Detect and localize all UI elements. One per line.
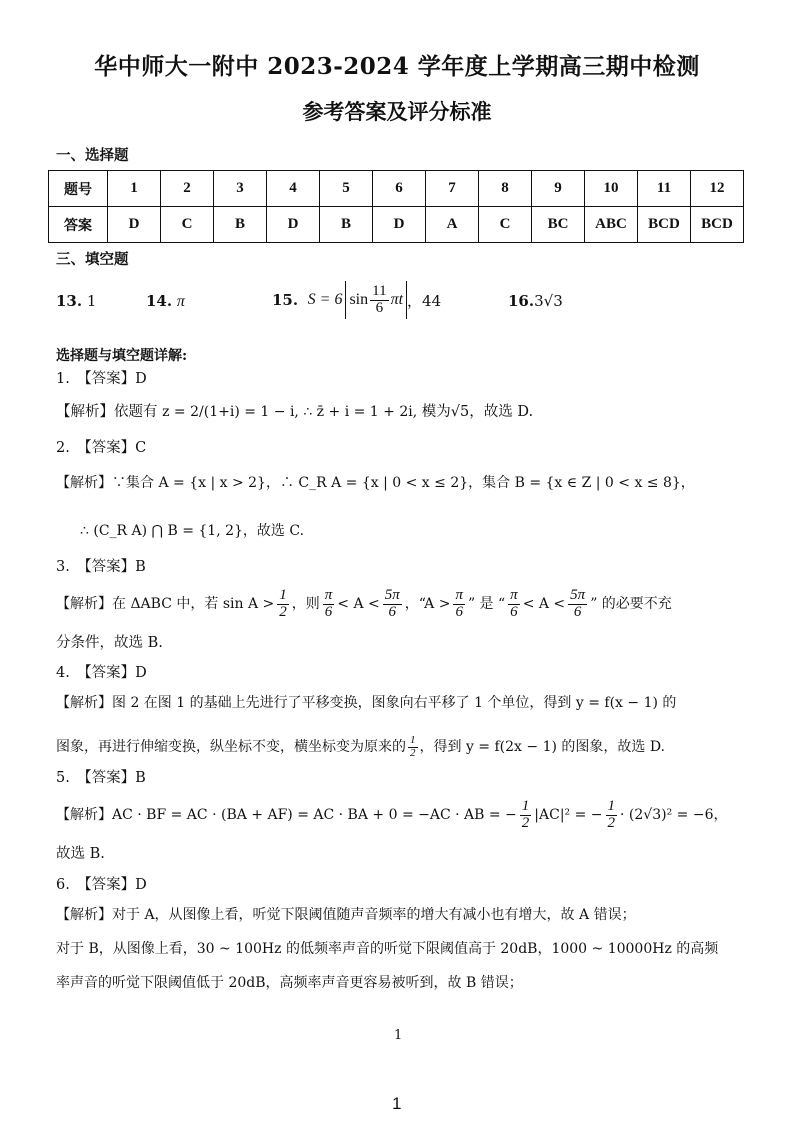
fraction-num: 1 bbox=[607, 797, 616, 814]
q5-text-c: · (2√3)² = −6， bbox=[620, 807, 728, 823]
q3-text-f: < A < bbox=[522, 596, 566, 612]
document-title: 华中师大一附中 2023-2024 学年度上学期高三期中检测 bbox=[94, 53, 700, 80]
fraction-num: π bbox=[510, 586, 518, 603]
question-number: 9 bbox=[532, 171, 585, 207]
q16-number: 16. bbox=[508, 292, 535, 310]
question-number: 3 bbox=[214, 171, 267, 207]
fraction-num: 5π bbox=[570, 586, 586, 603]
fraction-den: 6 bbox=[573, 603, 582, 620]
q4-text-a: 图象，再进行伸缩变换，纵坐标不变，横坐标变为原来的 bbox=[56, 739, 406, 755]
question-number: 4 bbox=[267, 171, 320, 207]
q15-sin: sin bbox=[349, 291, 369, 308]
q1-answer-label: 1. 【答案】D bbox=[56, 371, 147, 387]
answer-cell: B bbox=[214, 207, 267, 243]
fraction-den: 2 bbox=[521, 814, 530, 831]
q4-text-b: ，得到 y = f(2x − 1) 的图象，故选 D. bbox=[419, 739, 666, 755]
q15-extra: ，44 bbox=[407, 291, 442, 310]
q2-analysis-line2: ∴ (C_R A) ⋂ B = {1, 2}，故选 C. bbox=[80, 523, 305, 539]
q3-text-c: < A < bbox=[337, 596, 380, 612]
fraction-den: 6 bbox=[510, 603, 518, 620]
row-label-number: 题号 bbox=[49, 171, 108, 207]
question-number: 8 bbox=[479, 171, 532, 207]
q13-answer bbox=[56, 292, 96, 310]
fraction bbox=[508, 588, 520, 621]
fraction-den: 6 bbox=[324, 603, 333, 620]
section-fill-heading: 三、填空题 bbox=[56, 251, 129, 268]
fraction-num: 1 bbox=[279, 586, 287, 603]
q3-text-a: 【解析】在 ΔABC 中，若 sin A > bbox=[56, 596, 275, 612]
q1-analysis-math: z = 2/(1+i) = 1 − i, ∴ z̄ + i = 1 + 2i, bbox=[162, 404, 418, 420]
fraction-num: 5π bbox=[384, 586, 400, 603]
q15-lhs: S = 6 bbox=[307, 291, 343, 308]
q15-number: 15. bbox=[272, 291, 299, 309]
question-number: 1 bbox=[108, 171, 161, 207]
question-number: 2 bbox=[161, 171, 214, 207]
answer-cell: BCD bbox=[691, 207, 744, 243]
q15-abs-value bbox=[345, 281, 407, 319]
q3-text-g: ” 的必要不充 bbox=[590, 596, 672, 612]
q13-number: 13. bbox=[56, 292, 83, 310]
q6-analysis-line3: 率声音的听觉下限阈值低于 20dB，高频率声音更容易被听到，故 B 错误； bbox=[56, 975, 523, 991]
q15-fraction bbox=[370, 284, 388, 317]
fraction-den: 2 bbox=[410, 746, 416, 759]
q1-analysis bbox=[56, 405, 533, 420]
q5-answer-label: 5. 【答案】B bbox=[56, 770, 146, 786]
fraction-den: 6 bbox=[388, 603, 397, 620]
fraction bbox=[606, 799, 618, 832]
q5-analysis-line1 bbox=[56, 793, 727, 837]
q5-analysis-line2: 故选 B. bbox=[56, 846, 105, 862]
inner-page-number: 1 bbox=[394, 1028, 403, 1043]
question-number: 7 bbox=[426, 171, 479, 207]
q3-text-b: ，则 bbox=[291, 596, 320, 612]
q3-text-e: ” 是 “ bbox=[467, 596, 506, 612]
row-label-answer: 答案 bbox=[49, 207, 108, 243]
fraction bbox=[323, 588, 335, 621]
question-number: 11 bbox=[638, 171, 691, 207]
answer-cell: C bbox=[161, 207, 214, 243]
fraction-num: 1 bbox=[410, 733, 416, 746]
q3-analysis-line2: 分条件，故选 B. bbox=[56, 635, 163, 651]
fraction-den: 2 bbox=[279, 603, 287, 620]
q14-number: 14. bbox=[146, 292, 173, 310]
q2-analysis-line1: 【解析】∵集合 A = {x | x > 2}，∴ C_R A = {x | 0 < x ≤ 2}，集合 B = {x ∈ Z | 0 < x ≤ 8}， bbox=[56, 475, 695, 491]
fraction bbox=[277, 588, 289, 621]
details-heading: 选择题与填空题详解: bbox=[56, 348, 188, 364]
q16-answer bbox=[508, 292, 563, 310]
answer-cell: BC bbox=[532, 207, 585, 243]
q15-fraction-den: 6 bbox=[375, 299, 384, 316]
q13-value: 1 bbox=[86, 292, 97, 310]
q15-fraction-num: 11 bbox=[372, 282, 387, 299]
q14-answer bbox=[146, 292, 185, 311]
fraction bbox=[453, 588, 465, 621]
table-row-numbers bbox=[49, 171, 744, 207]
fraction bbox=[520, 799, 532, 832]
answer-cell: B bbox=[320, 207, 373, 243]
q3-text-d: ，“A > bbox=[404, 596, 451, 612]
fraction-num: 1 bbox=[521, 797, 530, 814]
q5-text-b: |AC|² = − bbox=[534, 807, 603, 823]
q4-answer-label: 4. 【答案】D bbox=[56, 665, 147, 681]
answer-cell: D bbox=[108, 207, 161, 243]
q14-value: π bbox=[176, 293, 185, 310]
answer-cell: D bbox=[373, 207, 426, 243]
q4-analysis-line2 bbox=[56, 730, 665, 764]
fraction bbox=[383, 588, 402, 621]
answer-cell: C bbox=[479, 207, 532, 243]
q1-analysis-suffix: 模为√5，故选 D. bbox=[421, 404, 534, 420]
document-subtitle: 参考答案及评分标准 bbox=[302, 99, 492, 124]
page-number: 1 bbox=[392, 1094, 402, 1113]
q5-text-a: 【解析】AC · BF = AC · (BA + AF) = AC · BA + 0 = −AC · AB = − bbox=[56, 807, 517, 823]
fraction-den: 2 bbox=[607, 814, 616, 831]
answer-cell: ABC bbox=[585, 207, 638, 243]
question-number: 10 bbox=[585, 171, 638, 207]
q6-answer-label: 6. 【答案】D bbox=[56, 877, 147, 893]
question-number: 6 bbox=[373, 171, 426, 207]
answer-cell: D bbox=[267, 207, 320, 243]
q3-answer-label: 3. 【答案】B bbox=[56, 559, 146, 575]
fraction-num: π bbox=[455, 586, 463, 603]
q15-tail: πt bbox=[390, 291, 404, 308]
q3-analysis-line1 bbox=[56, 582, 672, 626]
answer-table bbox=[48, 170, 744, 243]
table-row-answers bbox=[49, 207, 744, 243]
fraction-den: 6 bbox=[455, 603, 463, 620]
fraction bbox=[408, 735, 418, 759]
q2-answer-label: 2. 【答案】C bbox=[56, 440, 147, 456]
answer-cell: BCD bbox=[638, 207, 691, 243]
question-number: 12 bbox=[691, 171, 744, 207]
question-number: 5 bbox=[320, 171, 373, 207]
fraction bbox=[568, 588, 587, 621]
q15-answer bbox=[272, 280, 441, 320]
q4-analysis-line1: 【解析】图 2 在图 1 的基础上先进行了平移变换，图象向右平移了 1 个单位，得到 y = f(x − 1) 的 bbox=[56, 695, 677, 711]
fraction-num: π bbox=[324, 586, 333, 603]
section-choice-heading: 一、选择题 bbox=[56, 147, 129, 164]
answer-cell: A bbox=[426, 207, 479, 243]
q16-value: 3√3 bbox=[534, 292, 563, 310]
q6-analysis-line1: 【解析】对于 A，从图像上看，听觉下限阈值随声音频率的增大有减小也有增大，故 A 错误； bbox=[56, 907, 636, 923]
q6-analysis-line2: 对于 B，从图像上看，30 ~ 100Hz 的低频率声音的听觉下限阈值高于 20dB，1000 ~ 10000Hz 的高频 bbox=[56, 941, 719, 957]
q1-analysis-prefix: 【解析】依题有 bbox=[56, 404, 158, 420]
